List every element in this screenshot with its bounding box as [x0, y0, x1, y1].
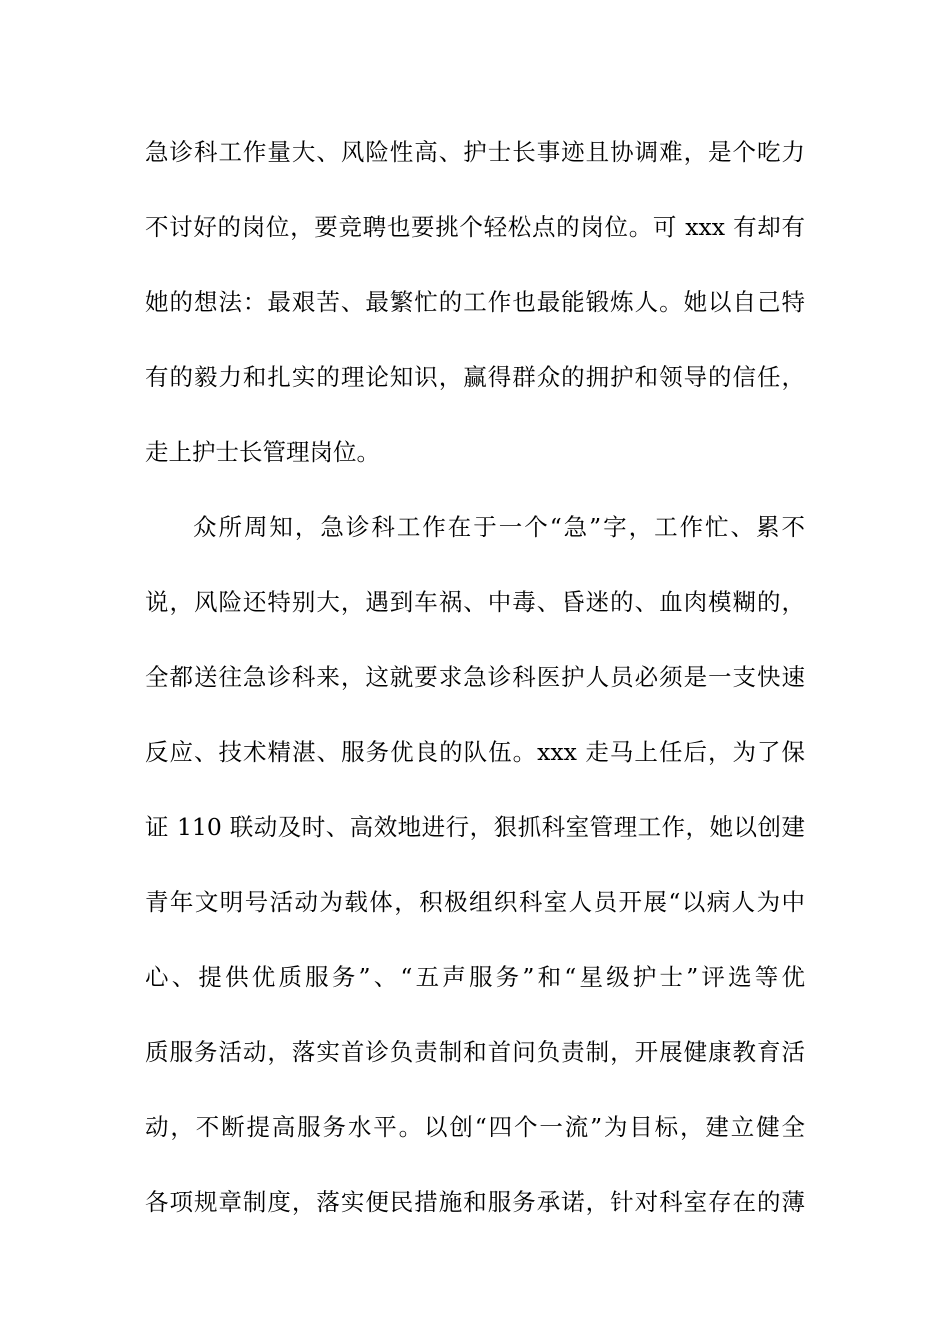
text-line-10: 证 110 联动及时、高效地进行，狠抓科室管理工作，她以创建 [145, 813, 805, 841]
text-line-11: 青年文明号活动为载体，积极组织科室人员开展“以病人为中 [145, 888, 805, 916]
text-line-15: 各项规章制度，落实便民措施和服务承诺，针对科室存在的薄 [145, 1188, 805, 1216]
text-line-1: 急诊科工作量大、风险性高、护士长事迹且协调难，是个吃力 [145, 138, 805, 166]
text-line-2: 不讨好的岗位，要竞聘也要挑个轻松点的岗位。可 xxx 有却有 [145, 213, 805, 241]
text-line-12: 心、提供优质服务”、“五声服务”和“星级护士”评选等优 [145, 963, 805, 991]
text-line-9: 反应、技术精湛、服务优良的队伍。xxx 走马上任后，为了保 [145, 738, 805, 766]
text-line-6: 众所周知，急诊科工作在于一个“急”字，工作忙、累不 [193, 513, 805, 541]
text-line-8: 全都送往急诊科来，这就要求急诊科医护人员必须是一支快速 [145, 663, 805, 691]
text-line-5: 走上护士长管理岗位。 [145, 438, 380, 466]
text-line-7: 说，风险还特别大，遇到车祸、中毒、昏迷的、血肉模糊的， [145, 588, 805, 616]
text-line-3: 她的想法：最艰苦、最繁忙的工作也最能锻炼人。她以自己特 [145, 288, 805, 316]
text-line-4: 有的毅力和扎实的理论知识，赢得群众的拥护和领导的信任， [145, 363, 805, 391]
text-line-13: 质服务活动，落实首诊负责制和首问负责制，开展健康教育活 [145, 1038, 805, 1066]
text-line-14: 动，不断提高服务水平。以创“四个一流”为目标，建立健全 [145, 1113, 805, 1141]
